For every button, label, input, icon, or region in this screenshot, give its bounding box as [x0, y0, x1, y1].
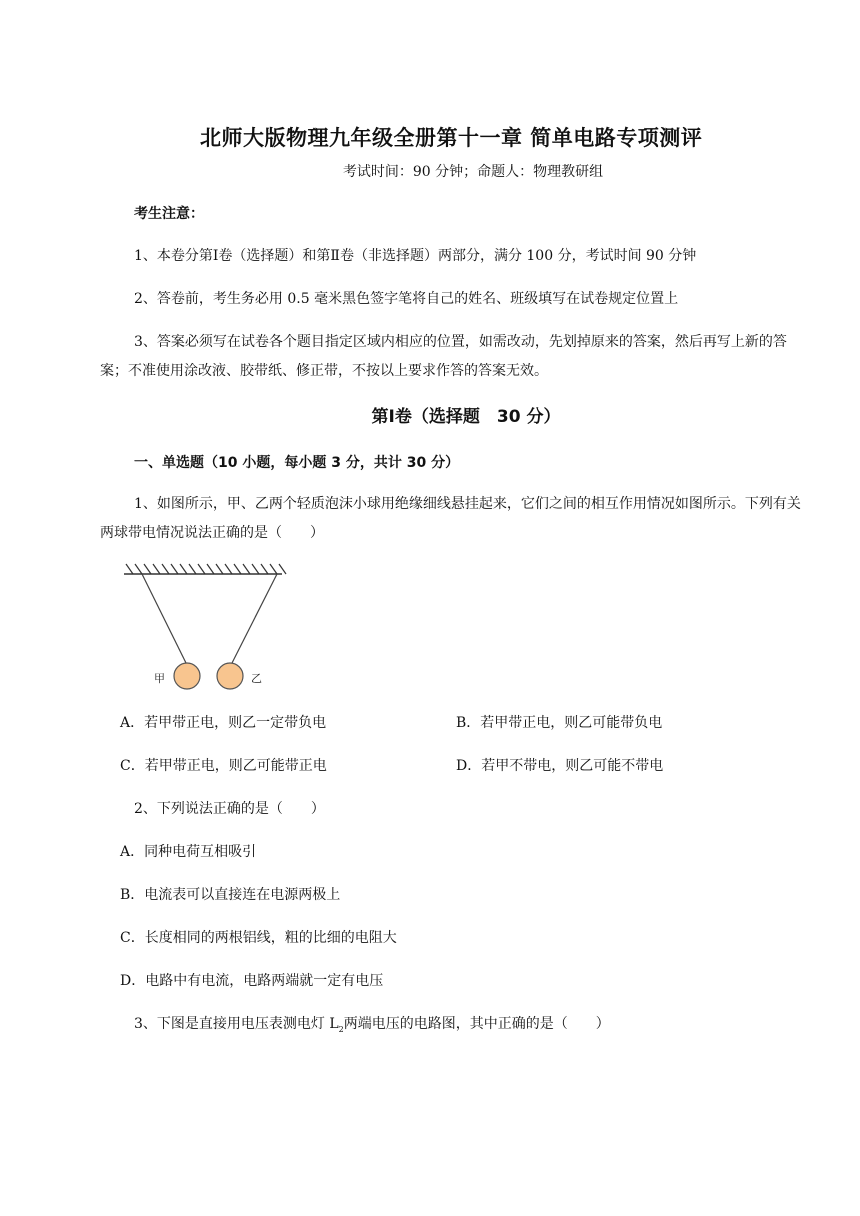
label-jia: 甲: [154, 672, 165, 685]
hatch-mark: [144, 564, 151, 574]
stem-text: 3、下图是直接用电压表测电灯 L: [134, 1016, 339, 1032]
hatch-mark: [207, 564, 214, 574]
label-yi: 乙: [251, 672, 262, 685]
hatch-mark: [180, 564, 187, 574]
ball-yi: [217, 663, 243, 689]
stem-subscript: 2: [338, 1024, 344, 1034]
hatch-mark: [198, 564, 205, 574]
hatch-mark: [279, 564, 286, 574]
notice-item: 3、答案必须写在试卷各个题目指定区域内相应的位置，如需改动，先划掉原来的答案，然后再写上新的答案；不准使用涂改液、胶带纸、修正带，不按以上要求作答的答案无效。: [100, 334, 787, 379]
hatch-mark: [153, 564, 160, 574]
option-c[interactable]: C．若甲带正电，则乙可能带正电: [120, 758, 327, 774]
option-a[interactable]: A．若甲带正电，则乙一定带负电: [120, 715, 327, 731]
hatch-mark: [135, 564, 142, 574]
notice-item: 2、答卷前，考生务必用 0.5 毫米黑色签字笔将自己的姓名、班级填写在试卷规定位置上: [134, 291, 679, 307]
hatch-mark: [162, 564, 169, 574]
hatch-mark: [216, 564, 223, 574]
hatch-mark: [171, 564, 178, 574]
ceiling-support: [124, 564, 286, 574]
page-title: 北师大版物理九年级全册第十一章 简单电路专项测评: [200, 126, 703, 150]
hatch-mark: [189, 564, 196, 574]
hatch-mark: [225, 564, 232, 574]
hatch-mark: [261, 564, 268, 574]
option-b[interactable]: B．若甲带正电，则乙可能带负电: [456, 715, 663, 731]
option-d[interactable]: D．若甲不带电，则乙可能不带电: [456, 758, 664, 774]
part-title: 第Ⅰ卷（选择题 30 分）: [371, 407, 561, 427]
option-c[interactable]: C．长度相同的两根铝线，粗的比细的电阻大: [120, 930, 397, 946]
stem-text: 两端电压的电路图，其中正确的是（ ）: [343, 1016, 610, 1032]
question-stem: 1、如图所示，甲、乙两个轻质泡沫小球用绝缘细线悬挂起来，它们之间的相互作用情况如图所示。下列有关两球带电情况说法正确的是（ ）: [100, 496, 801, 541]
question-stem: [134, 1010, 610, 1044]
pendulum-figure: [120, 560, 290, 700]
hatch-mark: [243, 564, 250, 574]
hatch-mark: [270, 564, 277, 574]
section-heading: 一、单选题（10 小题，每小题 3 分，共计 30 分）: [134, 455, 460, 471]
ball-jia: [174, 663, 200, 689]
hatch-mark: [234, 564, 241, 574]
exam-info: 考试时间：90 分钟；命题人：物理教研组: [342, 164, 604, 180]
option-a[interactable]: A．同种电荷互相吸引: [120, 844, 257, 860]
option-d[interactable]: D．电路中有电流，电路两端就一定有电压: [120, 973, 384, 989]
notice-item: 1、本卷分第Ⅰ卷（选择题）和第Ⅱ卷（非选择题）两部分，满分 100 分，考试时间 90 分钟: [134, 248, 697, 264]
hatch-mark: [126, 564, 133, 574]
thread-right: [231, 574, 277, 665]
option-b[interactable]: B．电流表可以直接连在电源两极上: [120, 887, 341, 903]
notice-heading: 考生注意：: [134, 206, 204, 222]
thread-left: [142, 574, 187, 665]
question-stem: 2、下列说法正确的是（ ）: [134, 801, 325, 817]
hatch-mark: [252, 564, 259, 574]
